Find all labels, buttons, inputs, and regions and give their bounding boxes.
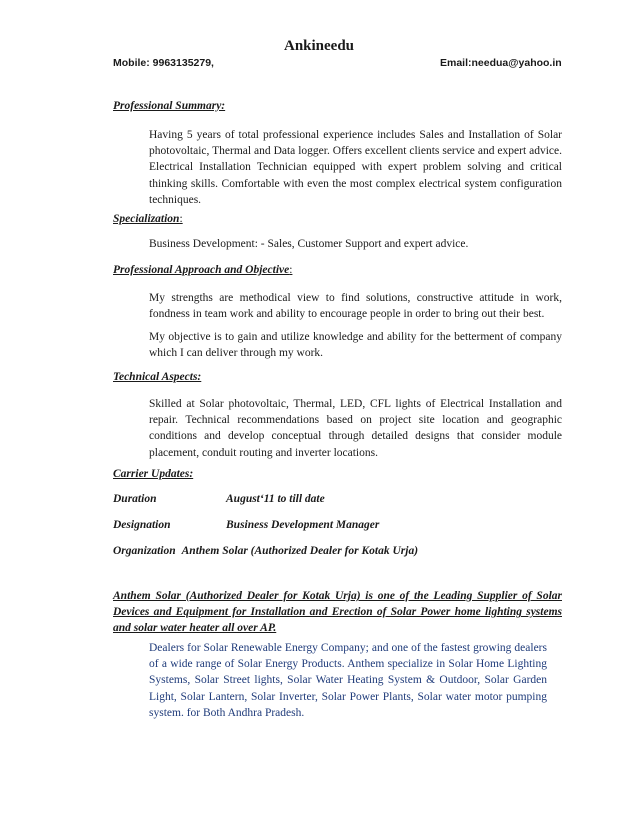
designation-label: Designation bbox=[113, 519, 171, 531]
organization-label: Organization bbox=[113, 545, 176, 557]
specialization-heading bbox=[113, 213, 183, 225]
professional-summary-text: Having 5 years of total professional experience includes Sales and Installation of Solar photovoltaic, Thermal and Data logger. Offers excellent clients service and expert advice. Electrical Installation Technician equipped with expert problem solving and critical thinking skills. Comfortable with even the most complex electrical system configuration techniques. bbox=[149, 129, 562, 206]
duration-value: August‘11 to till date bbox=[226, 493, 325, 505]
organization-row bbox=[113, 545, 418, 557]
designation-value: Business Development Manager bbox=[226, 519, 380, 531]
specialization-text: Business Development: - Sales, Customer Support and expert advice. bbox=[149, 238, 469, 250]
email-address: Email:needua@yahoo.in bbox=[440, 57, 562, 69]
specialization-heading-colon: : bbox=[179, 213, 183, 225]
mobile-number: Mobile: 9963135279, bbox=[113, 57, 214, 69]
company-description: Dealers for Solar Renewable Energy Company; and one of the fastest growing dealers of a wide range of Solar Energy Products. Anthem specialize in Solar Home Lighting Systems, Solar Street lights, Solar Water Heating System & Outdoor, Solar Garden Light, Solar Lantern, Solar Inverter, Solar Power Plants, Solar water motor pumping system. for Both Andhra Pradesh. bbox=[149, 642, 547, 719]
professional-summary-heading: Professional Summary: bbox=[113, 100, 226, 112]
duration-row bbox=[113, 493, 325, 505]
duration-label: Duration bbox=[113, 493, 157, 505]
technical-aspects-heading: Technical Aspects: bbox=[113, 371, 202, 383]
candidate-name: Ankineedu bbox=[283, 38, 355, 54]
approach-objective-text: My objective is to gain and utilize knowledge and ability for the betterment of company which I can deliver through my work. bbox=[149, 331, 562, 360]
designation-row bbox=[113, 519, 379, 531]
approach-strengths-text: My strengths are methodical view to find solutions, constructive attitude in work, fondness in team work and ability to encourage people in order to bring out their best. bbox=[149, 292, 562, 321]
technical-aspects-text: Skilled at Solar photovoltaic, Thermal, LED, CFL lights of Electrical Installation and repair. Technical recommendations based on project site location and geographic conditions and develop conceptual through detailed designs that consider module placement, conduit routing and inverter locations. bbox=[149, 398, 562, 459]
organization-value: Anthem Solar (Authorized Dealer for Kotak Urja) bbox=[181, 545, 419, 557]
approach-heading-text: Professional Approach and Objective bbox=[113, 264, 290, 276]
approach-heading bbox=[113, 264, 292, 276]
company-title: Anthem Solar (Authorized Dealer for Kotak Urja) is one of the Leading Supplier of Solar Devices and Equipment for Installation and Erection of Solar Power home lighting systems and solar water heater all over AP. bbox=[113, 590, 562, 635]
career-updates-heading: Carrier Updates: bbox=[113, 468, 194, 480]
specialization-heading-text: Specialization bbox=[113, 213, 180, 225]
approach-heading-colon: : bbox=[289, 264, 293, 276]
